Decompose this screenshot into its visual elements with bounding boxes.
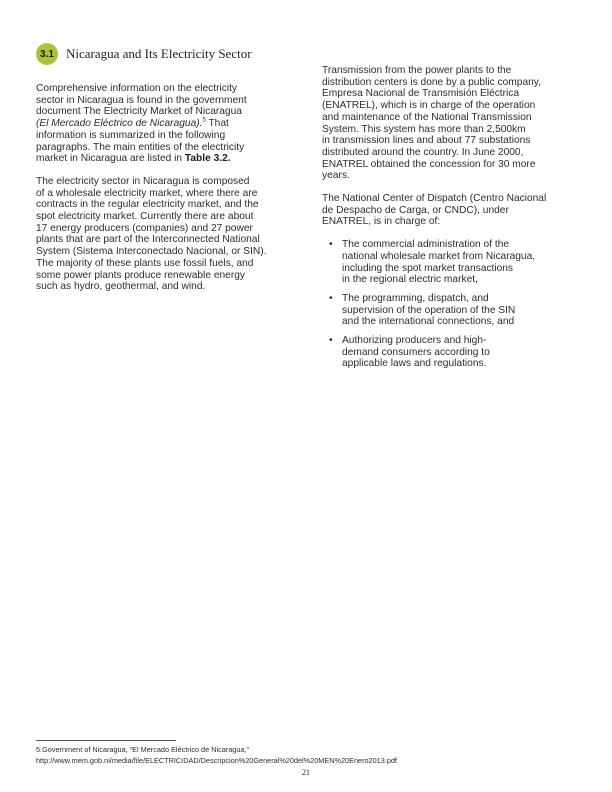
page-number: 21 [302, 768, 310, 777]
table-reference[interactable]: Table 3.2. [184, 153, 231, 165]
document-title-italic: (El Mercado Eléctrico de Nicaragua). [36, 118, 203, 130]
section-title: Nicaragua and Its Electricity Sector [66, 46, 252, 61]
footnote-divider [36, 740, 176, 741]
footnote-url[interactable]: http://www.mem.gob.ni/media/file/ELECTRICIDAD/Descripcion%20General%20del%20MEN%20Enero2013.pdf. [36, 755, 399, 765]
intro-paragraph [36, 83, 298, 165]
cndc-responsibilities-list [322, 239, 578, 370]
list-item [322, 335, 578, 370]
bullet-icon: • [329, 239, 333, 251]
transmission-paragraph: Transmission from the power plants to the distribution centers is done by a public company, Empresa Nacional de Transmisión Eléctrica (ENATREL), which is in charge of the operation and maintenance of the National Transmission System. This system has more than 2,500km in transmission lines and about 77 substations distributed around the country. In June 2000, ENATREL obtained the concession for 30 more years. [322, 65, 541, 182]
section-header [36, 43, 252, 65]
bullet-icon: • [329, 292, 333, 304]
footnote-reference[interactable]: 5 [202, 117, 206, 124]
list-item-text: Authorizing producers and high- demand consumers according to applicable laws and regulations. [342, 335, 490, 370]
cndc-paragraph: The National Center of Dispatch (Centro Nacional de Despacho de Carga, or CNDC), under ENATREL, is in charge of: [322, 193, 547, 228]
left-column [36, 83, 298, 304]
list-item [322, 293, 578, 328]
intro-text-end: That information is summarized in the following paragraphs. The main entities of the electricity market in Nicaragua are listed in [36, 118, 245, 165]
section-number-badge: 3.1 [36, 43, 58, 65]
footnote [36, 745, 576, 766]
intro-text-start: Comprehensive information on the electricity sector in Nicaragua is found in the government document The Electricity Market of Nicaragua [36, 83, 247, 118]
list-item-text: The programming, dispatch, and supervision of the operation of the SIN and the international connections, and [342, 292, 516, 328]
right-column [322, 65, 578, 377]
list-item [322, 239, 578, 286]
electricity-sector-paragraph: The electricity sector in Nicaragua is composed of a wholesale electricity market, where there are contracts in the regular electricity market, and the spot electricity market. Currently there are about 17 energy producers (companies) and 27 power plants that are part of the Interconnected National System (Sistema Interconectado Nacional, or SIN). The majority of these plants use fossil fuels, and some power plants produce renewable energy such as hydro, geothermal, and wind. [36, 175, 267, 293]
list-item-text: The commercial administration of the national wholesale market from Nicaragua, including the spot market transactions in the regional electric market, [342, 239, 536, 286]
footnote-citation: 5.Government of Nicaragua, “El Mercado Eléctrico de Nicaragua,” [36, 745, 249, 754]
bullet-icon: • [329, 335, 333, 347]
